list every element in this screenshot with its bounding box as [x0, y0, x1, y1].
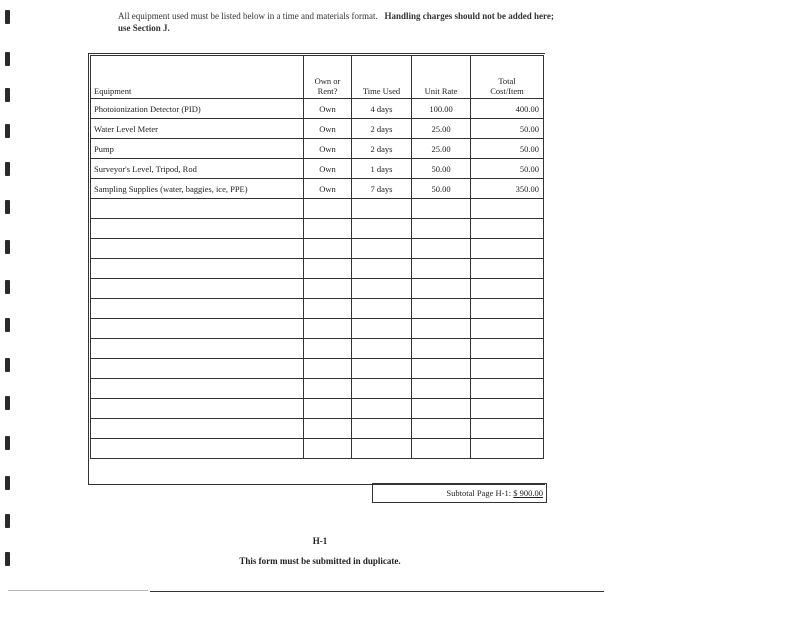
- table-row-empty: [91, 319, 544, 339]
- table-row-empty: [91, 279, 544, 299]
- cell-time-used: 1 days: [352, 159, 412, 179]
- cell-own-rent: Own: [304, 139, 352, 159]
- cell-total-cost: 50.00: [471, 119, 544, 139]
- binder-mark: [5, 280, 10, 294]
- table-row-empty: [91, 299, 544, 319]
- table-row: [91, 139, 544, 159]
- binder-mark: [5, 436, 10, 450]
- header-unit-rate: Unit Rate: [412, 56, 471, 99]
- table-row-empty: [91, 419, 544, 439]
- instructions: [118, 10, 558, 34]
- binder-mark: [5, 396, 10, 410]
- cell-total-cost: 50.00: [471, 159, 544, 179]
- cell-equipment: Sampling Supplies (water, baggies, ice, PPE): [91, 179, 304, 199]
- table-header-row: [91, 56, 544, 99]
- table-row-empty: [91, 399, 544, 419]
- table-row: [91, 159, 544, 179]
- binder-mark: [5, 200, 10, 214]
- cell-unit-rate: 25.00: [412, 139, 471, 159]
- binder-mark: [5, 240, 10, 254]
- cell-unit-rate: 25.00: [412, 119, 471, 139]
- footer-rule: [150, 591, 604, 592]
- cell-own-rent: Own: [304, 179, 352, 199]
- subtotal-value: $ 900.00: [513, 488, 543, 498]
- table-row-empty: [91, 199, 544, 219]
- cell-own-rent: Own: [304, 159, 352, 179]
- cell-unit-rate: 100.00: [412, 99, 471, 119]
- instructions-text: All equipment used must be listed below in a time and materials format.: [118, 11, 378, 21]
- cell-equipment: Photoionization Detector (PID): [91, 99, 304, 119]
- cell-time-used: 4 days: [352, 99, 412, 119]
- instructions-bold-text: Handling charges should not be added here; use Section J.: [118, 11, 554, 33]
- subtotal-box: [372, 483, 547, 503]
- cell-unit-rate: 50.00: [412, 159, 471, 179]
- cell-total-cost: 50.00: [471, 139, 544, 159]
- cell-time-used: 7 days: [352, 179, 412, 199]
- binder-mark: [5, 10, 10, 24]
- binder-mark: [5, 358, 10, 372]
- binder-mark: [5, 514, 10, 528]
- cell-own-rent: Own: [304, 99, 352, 119]
- header-total-cost: Total Cost/Item: [471, 56, 544, 99]
- binder-mark: [5, 52, 10, 66]
- equipment-table: [90, 55, 544, 459]
- cell-equipment: Water Level Meter: [91, 119, 304, 139]
- table-row-empty: [91, 379, 544, 399]
- binder-mark: [5, 552, 10, 566]
- table-row-empty: [91, 239, 544, 259]
- table-row-empty: [91, 259, 544, 279]
- cell-unit-rate: 50.00: [412, 179, 471, 199]
- cell-equipment: Surveyor's Level, Tripod, Rod: [91, 159, 304, 179]
- header-time-used: Time Used: [352, 56, 412, 99]
- cell-time-used: 2 days: [352, 119, 412, 139]
- table-row-empty: [91, 339, 544, 359]
- cell-total-cost: 350.00: [471, 179, 544, 199]
- subtotal-label: Subtotal Page H-1:: [446, 488, 512, 498]
- footer-rule-left: [8, 590, 148, 591]
- cell-own-rent: Own: [304, 119, 352, 139]
- table-row: [91, 119, 544, 139]
- table-row: [91, 99, 544, 119]
- header-own-rent: Own or Rent?: [304, 56, 352, 99]
- footer-note: This form must be submitted in duplicate.: [239, 556, 401, 566]
- header-equipment: Equipment: [91, 56, 304, 99]
- binder-mark: [5, 318, 10, 332]
- binder-mark: [5, 476, 10, 490]
- table-row-empty: [91, 359, 544, 379]
- binder-mark: [5, 162, 10, 176]
- cell-equipment: Pump: [91, 139, 304, 159]
- page-number: H-1: [312, 536, 328, 546]
- cell-time-used: 2 days: [352, 139, 412, 159]
- table-row: [91, 179, 544, 199]
- cell-total-cost: 400.00: [471, 99, 544, 119]
- table-row-empty: [91, 219, 544, 239]
- binder-mark: [5, 124, 10, 138]
- table-row-empty: [91, 439, 544, 459]
- binder-mark: [5, 88, 10, 102]
